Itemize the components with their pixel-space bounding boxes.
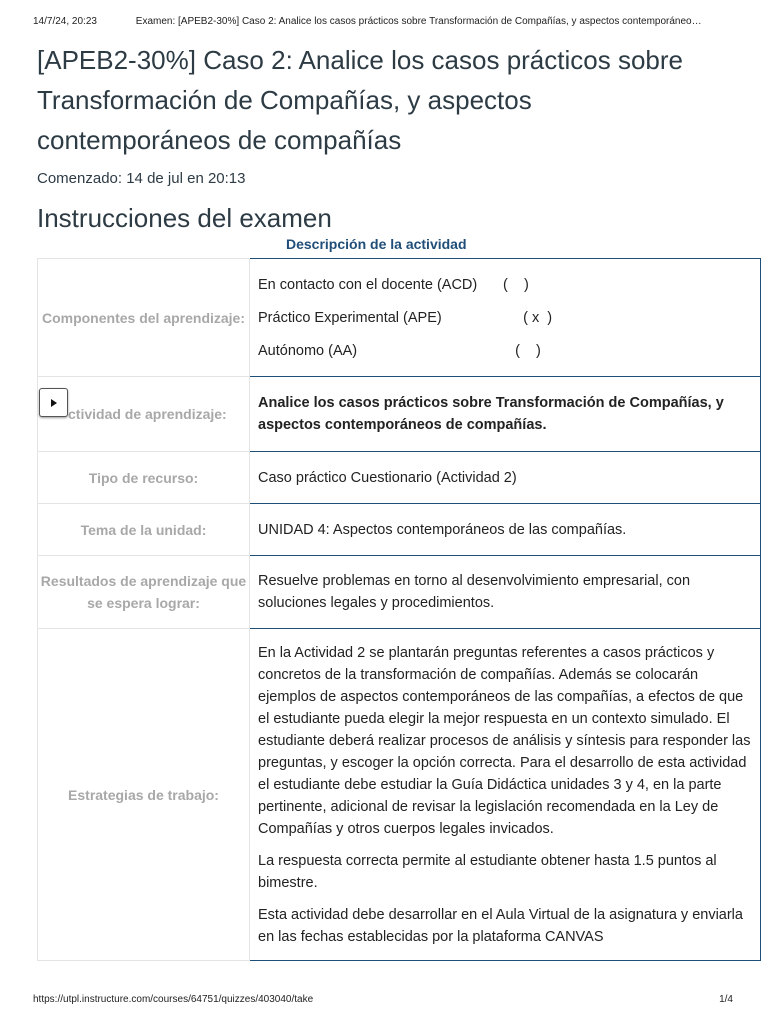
- component-item: [258, 274, 752, 296]
- topic-value: UNIDAD 4: Aspectos contemporáneos de las compañías.: [250, 504, 761, 556]
- print-footer: [33, 994, 748, 1005]
- strategies-paragraph: Esta actividad debe desarrollar en el Aula Virtual de la asignatura y enviarla en las fechas establecidas por la plataforma CANVAS: [258, 906, 743, 945]
- component-name: En contacto con el docente (ACD): [258, 276, 478, 293]
- table-row: [38, 259, 761, 377]
- component-name: Práctico Experimental (APE): [258, 309, 442, 326]
- table-row: [38, 452, 761, 504]
- results-label: Resultados de aprendizaje que se espera lograr:: [38, 556, 250, 629]
- component-item: [258, 307, 752, 329]
- table-row: [38, 377, 761, 452]
- print-url: https://utpl.instructure.com/courses/64751/quizzes/403040/take: [33, 994, 314, 1005]
- strategies-paragraph: La respuesta correcta permite al estudiante obtener hasta 1.5 puntos al bimestre.: [258, 852, 717, 891]
- activity-table-caption: Descripción de la actividad: [286, 236, 467, 252]
- play-icon: [51, 399, 57, 407]
- component-item: [258, 340, 752, 362]
- component-mark: ( ): [503, 276, 529, 293]
- activity-label-cell: [38, 377, 250, 452]
- table-row: [38, 629, 761, 961]
- print-document-title: Examen: [APEB2-30%] Caso 2: Analice los casos prácticos sobre Transformación de Compañías, y aspectos contemporáneo…: [135, 16, 702, 27]
- print-page-number: 1/4: [719, 994, 733, 1005]
- print-datetime: 14/7/24, 20:23: [33, 16, 97, 27]
- component-mark: ( x ): [503, 309, 553, 326]
- results-value: Resuelve problemas en torno al desenvolvimiento empresarial, con soluciones legales y procedimientos.: [250, 556, 761, 629]
- table-row: [38, 556, 761, 629]
- table-row: [38, 504, 761, 556]
- print-header: [33, 16, 748, 27]
- resource-value: Caso práctico Cuestionario (Actividad 2): [250, 452, 761, 504]
- activity-value: Analice los casos prácticos sobre Transformación de Compañías, y aspectos contemporáneos de compañías.: [250, 377, 761, 452]
- strategies-label: Estrategias de trabajo:: [38, 629, 250, 961]
- component-name: Autónomo (AA): [258, 342, 358, 359]
- quiz-title: [APEB2-30%] Caso 2: Analice los casos prácticos sobre Transformación de Compañías, y aspectos contemporáneos de compañías: [37, 45, 683, 155]
- components-value: [250, 259, 761, 377]
- play-button[interactable]: [39, 388, 68, 417]
- component-mark: ( ): [503, 342, 541, 359]
- activity-description-table: [37, 236, 761, 961]
- strategies-value: [250, 629, 761, 961]
- quiz-started-time: Comenzado: 14 de jul en 20:13: [37, 170, 246, 187]
- resource-label: Tipo de recurso:: [38, 452, 250, 504]
- quiz-content: [37, 40, 737, 235]
- topic-label: Tema de la unidad:: [38, 504, 250, 556]
- strategies-paragraph: En la Actividad 2 se plantarán preguntas referentes a casos prácticos y concretos de la transformación de compañías. Además se colocarán ejemplos de aspectos contemporáneos de las compañías, a efectos de que el estudiante pueda elegir la mejor respuesta en un contexto simulado. El estudiante deberá realizar procesos de análisis y síntesis para responder las preguntas, y escoger la opción correcta. Para el desarrollo de esta actividad el estudiante debe estudiar la Guía Didáctica unidades 3 y 4, en la parte pertinente, adicional de revisar la legislación recomendada en la Ley de Compañías y otros cuerpos legales invicados.: [258, 644, 751, 837]
- components-label: Componentes del aprendizaje:: [38, 259, 250, 377]
- instructions-heading: Instrucciones del examen: [37, 203, 332, 233]
- activity-label: ctividad de aprendizaje:: [68, 406, 227, 422]
